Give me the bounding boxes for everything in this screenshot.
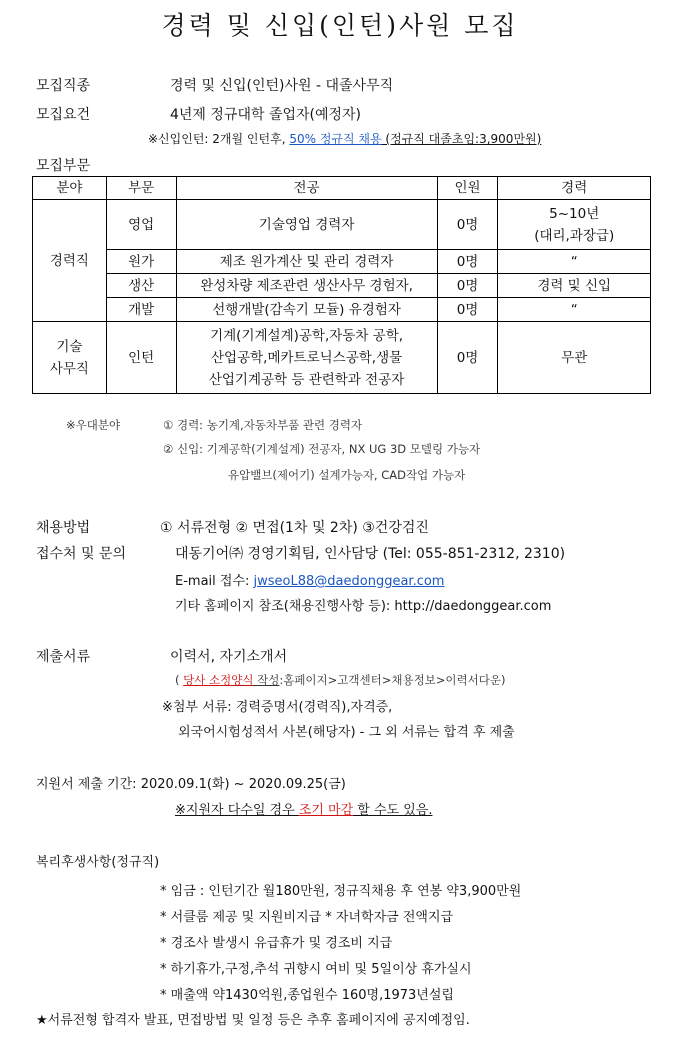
welfare-label: 복리후생사항(정규직) [36,855,160,870]
homepage-line: 기타 홈페이지 참조(채용진행사항 등): http://daedonggear.com [175,599,552,614]
experience-cell: 무관 [498,322,651,394]
preference-item-1: ① 경력: 농기계,자동차부품 관련 경력자 [163,418,363,432]
email-link[interactable]: jwseoL88@daedonggear.com [253,574,445,589]
count-cell: 0명 [437,274,498,298]
header-dept: 부문 [106,177,176,200]
experience-cell: “ [498,298,651,322]
major-cell: 제조 원가계산 및 관리 경력자 [176,250,437,274]
page-title: 경력 및 신입(인턴)사원 모집 [161,11,519,40]
header-major: 전공 [176,177,437,200]
dept-cell: 생산 [106,274,176,298]
email-line: E-mail 접수: jwseoL88@daedonggear.com [175,574,445,589]
preference-item-2-cont: 유압밸브(제어기) 설계가능자, CAD작업 가능자 [228,468,466,482]
welfare-item: * 매출액 약1430억원,종업원수 160명,1973년설립 [160,988,454,1003]
table-header-row [33,177,651,200]
field-office: 기술 사무직 [33,322,107,394]
department-label: 모집부문 [36,158,91,174]
preference-label: ※우대분야 [66,418,121,432]
contact-value: 대동기어㈜ 경영기획팀, 인사담당 (Tel: 055-851-2312, 2310) [175,546,566,562]
dept-cell: 원가 [106,250,176,274]
period-line [36,773,346,792]
requirement-value: 4년제 정규대학 졸업자(예정자) [170,107,362,123]
form-download-link[interactable]: 당사 소정양식 [183,673,254,687]
table-row [33,322,651,394]
major-cell: 완성차량 제조관련 생산사무 경험자, [176,274,437,298]
documents-value: 이력서, 자기소개서 [170,649,288,665]
major-cell: 선행개발(감속기 모듈) 유경험자 [176,298,437,322]
count-cell: 0명 [437,298,498,322]
header-count: 인원 [437,177,498,200]
welfare-item: * 임금 : 인턴기간 월180만원, 정규직채용 후 연봉 약3,900만원 [160,884,522,899]
major-cell: 기계(기계설계)공학,자동차 공학, 산업공학,메카트로닉스공학,생물 산업기계공학 등 관련학과 전공자 [176,322,437,394]
period-value: 2020.09.1(화) ~ 2020.09.25(금) [140,777,346,792]
job-type-label: 모집직종 [36,78,91,94]
dept-cell: 영업 [106,200,176,250]
table-row [33,200,651,250]
experience-cell: 5~10년 (대리,과장급) [498,200,651,250]
period-note: ※지원자 다수일 경우 조기 마감 할 수도 있음. [175,803,433,818]
count-cell: 0명 [437,322,498,394]
footer-notice: ★서류전형 합격자 발표, 면접방법 및 일정 등은 추후 홈페이지에 공지예정임. [36,1013,470,1028]
count-cell: 0명 [437,250,498,274]
field-career: 경력직 [33,200,107,322]
table-row [33,298,651,322]
attachment-line-1: ※첨부 서류: 경력증명서(경력직),자격증, [162,700,393,715]
contact-label: 접수처 및 문의 [36,546,127,562]
documents-label: 제출서류 [36,649,91,665]
method-value: ① 서류전형 ② 면접(1차 및 2차) ③건강검진 [160,520,429,536]
intern-note: ※신입인턴: 2개월 인턴후, 50% 정규직 채용 (정규직 대졸초임:3,900만원) [148,132,542,146]
method-label: 채용방법 [36,520,91,536]
experience-cell: “ [498,250,651,274]
period-label: 지원서 제출 기간: [36,777,141,792]
experience-cell: 경력 및 신입 [498,274,651,298]
header-experience: 경력 [498,177,651,200]
early-close-text: 조기 마감 [298,803,354,818]
intern-conversion-link[interactable]: 50% 정규직 채용 [289,132,382,146]
dept-cell: 개발 [106,298,176,322]
welfare-item: * 경조사 발생시 유급휴가 및 경조비 지급 [160,936,393,951]
header-field: 분야 [33,177,107,200]
table-row [33,274,651,298]
welfare-item: * 서클룸 제공 및 지원비지급 * 자녀학자금 전액지급 [160,910,454,925]
dept-cell: 인턴 [106,322,176,394]
recruitment-table [32,176,651,394]
major-cell: 기술영업 경력자 [176,200,437,250]
welfare-item: * 하기휴가,구정,추석 귀향시 여비 및 5일이상 휴가실시 [160,962,472,977]
job-type-value: 경력 및 신입(인턴)사원 - 대졸사무직 [170,78,394,94]
form-note: ( 당사 소정양식 작성:홈페이지>고객센터>채용정보>이력서다운) [175,673,506,687]
count-cell: 0명 [437,200,498,250]
preference-item-2: ② 신입: 기계공학(기계설계) 전공자, NX UG 3D 모델링 가능자 [163,442,481,456]
table-row [33,250,651,274]
attachment-line-2: 외국어시험성적서 사본(해당자) - 그 외 서류는 합격 후 제출 [178,725,515,740]
requirement-label: 모집요건 [36,107,91,123]
